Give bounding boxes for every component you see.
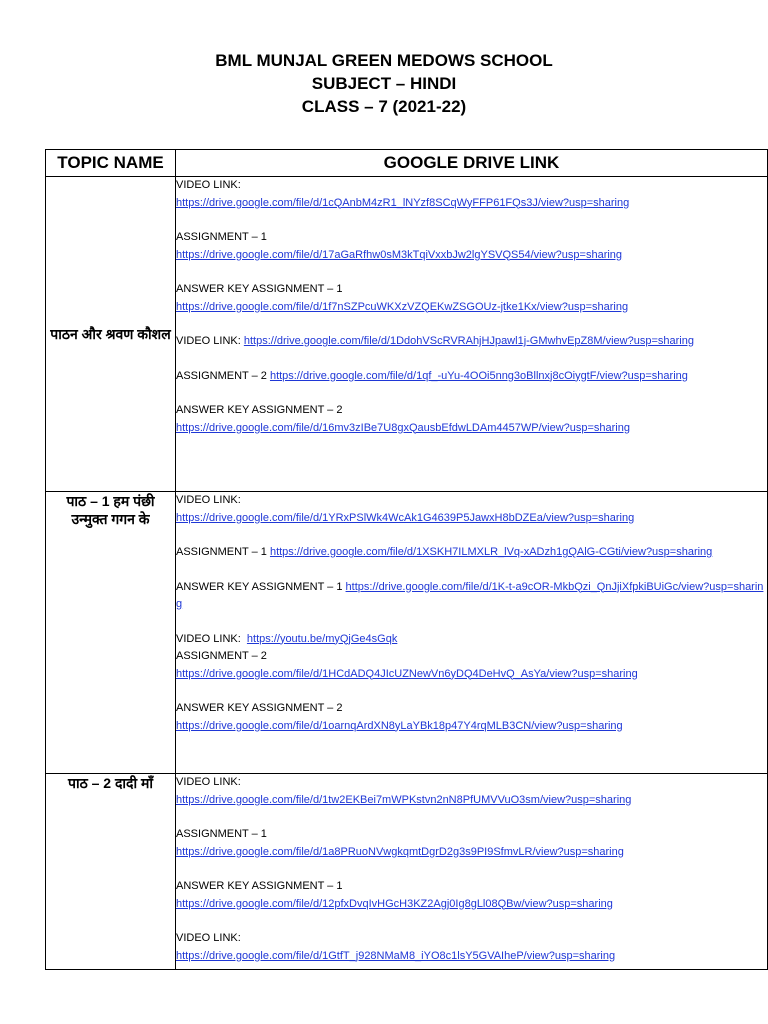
drive-link[interactable]: https://drive.google.com/file/d/1DdohVScRVRAhjHJpawl1j-GMwhvEpZ8M/view?usp=sharing bbox=[243, 335, 694, 347]
column-header-link: GOOGLE DRIVE LINK bbox=[176, 150, 768, 177]
topic-name: पाठ – 2 दादी माँ bbox=[68, 775, 153, 791]
drive-link[interactable]: https://drive.google.com/file/d/1HCdADQ4JIcUZNewVn6yDQ4DeHvQ_AsYa/view?usp=sharing bbox=[176, 667, 638, 680]
link-label: ANSWER KEY ASSIGNMENT – 2 bbox=[176, 404, 343, 416]
link-entry bbox=[176, 229, 767, 264]
links-table bbox=[45, 149, 768, 970]
table-header-row bbox=[46, 150, 768, 177]
drive-link[interactable]: https://drive.google.com/file/d/1qf_-uYu-4OOi5nng3oBllnxj8cOiygtF/view?usp=sharing bbox=[269, 369, 688, 382]
drive-link[interactable]: https://drive.google.com/file/d/1a8PRuoNVwgkqmtDgrD2g3s9PI9SfmvLR/view?usp=sharing bbox=[176, 845, 624, 858]
link-entry bbox=[176, 544, 767, 562]
link-entry bbox=[176, 333, 767, 351]
drive-link[interactable]: https://drive.google.com/file/d/12pfxDvqIvHGcH3KZ2Agj0Ig8gLl08QBw/view?usp=sharing bbox=[176, 897, 613, 910]
link-entry bbox=[176, 700, 767, 735]
link-entry bbox=[176, 402, 767, 437]
drive-link[interactable]: https://drive.google.com/file/d/1YRxPSlWk4WcAk1G4639P5JawxH8bDZEa/view?usp=sharing bbox=[176, 511, 635, 524]
link-label: VIDEO LINK: bbox=[176, 335, 241, 347]
table-row bbox=[46, 492, 768, 774]
document-header bbox=[0, 49, 768, 118]
drive-link[interactable]: https://drive.google.com/file/d/1cQAnbM4zR1_lNYzf8SCqWyFFP61FQs3J/view?usp=sharing bbox=[176, 196, 630, 209]
link-entry bbox=[176, 878, 767, 913]
link-entry bbox=[176, 177, 767, 212]
drive-link[interactable]: https://drive.google.com/file/d/1tw2EKBei7mWPKstvn2nN8PfUMVVuO3sm/view?usp=sharing bbox=[176, 793, 632, 806]
link-label: VIDEO LINK: bbox=[176, 932, 241, 944]
drive-link[interactable]: https://drive.google.com/file/d/1XSKH7ILMXLR_lVq-xADzh1gQAlG-CGti/view?usp=sharing bbox=[269, 546, 713, 558]
link-entry bbox=[176, 774, 767, 809]
links-cell bbox=[176, 774, 768, 970]
link-label: ASSIGNMENT – 1 bbox=[176, 828, 267, 840]
link-label: VIDEO LINK: bbox=[176, 632, 241, 645]
link-label: ASSIGNMENT – 1 bbox=[176, 546, 267, 558]
drive-link[interactable]: https://drive.google.com/file/d/16mv3zIBe7U8gxQausbEfdwLDAm4457WP/view?usp=sharing bbox=[176, 421, 630, 434]
link-label: VIDEO LINK: bbox=[176, 776, 241, 788]
topic-cell bbox=[46, 492, 176, 774]
link-entry bbox=[176, 648, 767, 683]
link-entry bbox=[176, 579, 767, 614]
link-entry bbox=[176, 930, 767, 965]
link-label: ASSIGNMENT – 2 bbox=[176, 650, 267, 662]
link-entry bbox=[176, 492, 767, 527]
school-name: BML MUNJAL GREEN MEDOWS SCHOOL bbox=[215, 51, 553, 70]
topic-name: पाठन और श्रवण कौशल bbox=[50, 326, 171, 342]
column-header-topic: TOPIC NAME bbox=[46, 150, 176, 177]
link-label: ANSWER KEY ASSIGNMENT – 2 bbox=[176, 702, 343, 714]
drive-link[interactable]: https://drive.google.com/file/d/1oarnqArdXN8yLaYBk18p47Y4rqMLB3CN/view?usp=sharing bbox=[176, 719, 623, 732]
link-label: ASSIGNMENT – 2 bbox=[176, 369, 267, 382]
topic-name: पाठ – 1 हम पंछी उन्मुक्त गगन के bbox=[66, 493, 155, 527]
links-cell bbox=[176, 492, 768, 774]
youtube-link[interactable]: https://youtu.be/myQjGe4sGqk bbox=[246, 632, 398, 645]
link-entry bbox=[176, 281, 767, 316]
link-label: VIDEO LINK: bbox=[176, 494, 241, 506]
link-entry bbox=[176, 826, 767, 861]
link-label: ANSWER KEY ASSIGNMENT – 1 bbox=[176, 580, 343, 593]
drive-link[interactable]: https://drive.google.com/file/d/17aGaRfhw0sM3kTqiVxxbJw2lgYSVQS54/view?usp=sharing bbox=[176, 248, 623, 261]
link-label: VIDEO LINK: bbox=[176, 179, 241, 191]
table-row bbox=[46, 177, 768, 492]
drive-link[interactable]: https://drive.google.com/file/d/1f7nSZPcuWKXzVZQEKwZSGOUz-jtke1Kx/view?usp=sharing bbox=[176, 300, 629, 313]
links-cell bbox=[176, 177, 768, 492]
link-entry bbox=[176, 631, 767, 649]
topic-cell bbox=[46, 774, 176, 970]
topic-cell bbox=[46, 177, 176, 492]
class-line: CLASS – 7 (2021-22) bbox=[301, 97, 467, 116]
link-entry bbox=[176, 368, 767, 386]
drive-link[interactable]: https://drive.google.com/file/d/1K-t-a9cOR-MkbQzi_QnJjiXfpkiBUiGc/view?usp=sharing bbox=[176, 580, 764, 610]
link-label: ANSWER KEY ASSIGNMENT – 1 bbox=[176, 283, 343, 295]
link-label: ASSIGNMENT – 1 bbox=[176, 231, 267, 243]
link-label: ANSWER KEY ASSIGNMENT – 1 bbox=[176, 880, 343, 892]
table-row bbox=[46, 774, 768, 970]
subject-line: SUBJECT – HINDI bbox=[311, 74, 457, 93]
drive-link[interactable]: https://drive.google.com/file/d/1GtfT_j928NMaM8_iYO8c1lsY5GVAIheP/view?usp=sharing bbox=[176, 949, 616, 962]
